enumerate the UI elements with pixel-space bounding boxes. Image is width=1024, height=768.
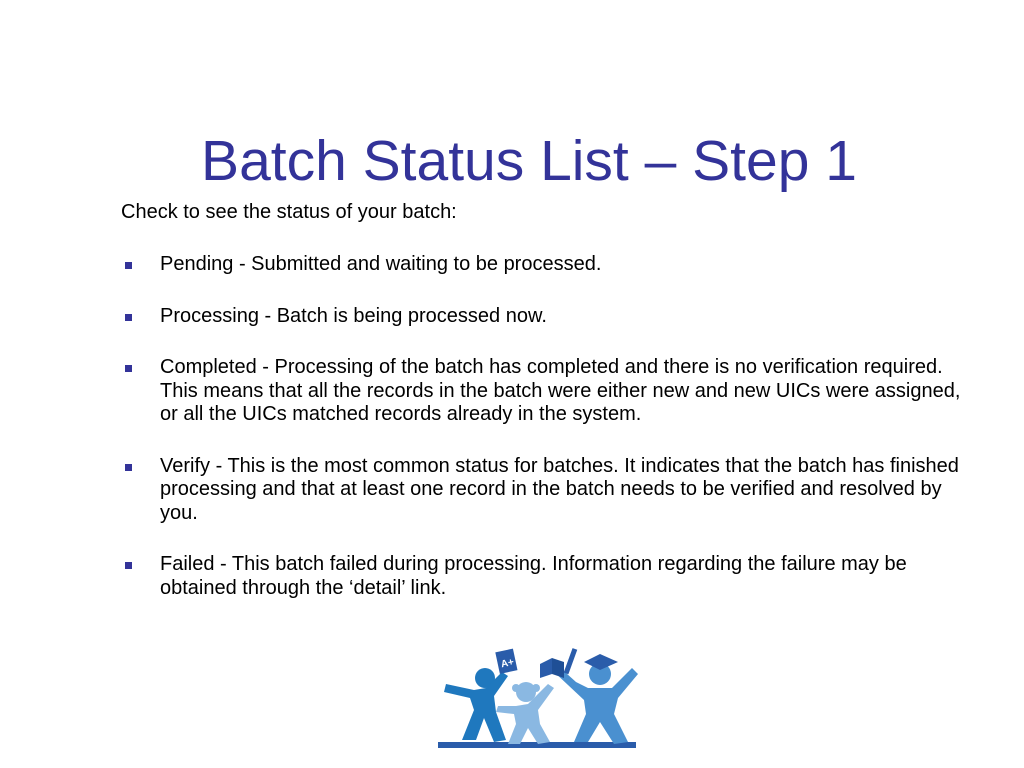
bullet-pending (121, 253, 961, 277)
bullet-verify (121, 455, 961, 526)
children-celebrating-logo-icon (436, 644, 642, 750)
bullet-processing (121, 305, 961, 329)
status-description: - This is the most common status for batches. It indicates that the batch has finished processing and that at least one record in the batch needs to be verified and resolved by you. (160, 454, 959, 524)
status-term: Verify (160, 454, 211, 477)
status-bullet-list (121, 253, 961, 628)
status-description: - Batch is being processed now. (258, 304, 547, 327)
square-bullet-icon (125, 314, 132, 321)
status-description: - Processing of the batch has completed and there is no verification required. This means that all the records in the batch were either new and new UICs were assigned, or all the UICs matched records already in the system. (160, 356, 961, 425)
child-figure-left (444, 649, 517, 742)
status-term: Pending (160, 253, 234, 275)
square-bullet-icon (125, 262, 132, 269)
square-bullet-icon (125, 365, 132, 372)
bullet-completed (121, 356, 961, 427)
status-description: - This batch failed during processing. Information regarding the failure may be obtained through the ‘detail’ link. (160, 553, 907, 599)
status-term: Processing (160, 304, 259, 327)
status-description: - Submitted and waiting to be processed. (233, 253, 602, 275)
slide-title: Batch Status List – Step 1 (201, 129, 857, 193)
square-bullet-icon (125, 464, 132, 471)
status-term: Completed (160, 356, 257, 378)
bullet-failed (121, 553, 961, 600)
intro-text: Check to see the status of your batch: (121, 201, 457, 223)
logo-badge-text: A+ (499, 656, 515, 671)
child-figure-right (540, 648, 638, 744)
status-term: Failed (160, 553, 215, 575)
child-figure-middle (496, 682, 554, 744)
square-bullet-icon (125, 562, 132, 569)
